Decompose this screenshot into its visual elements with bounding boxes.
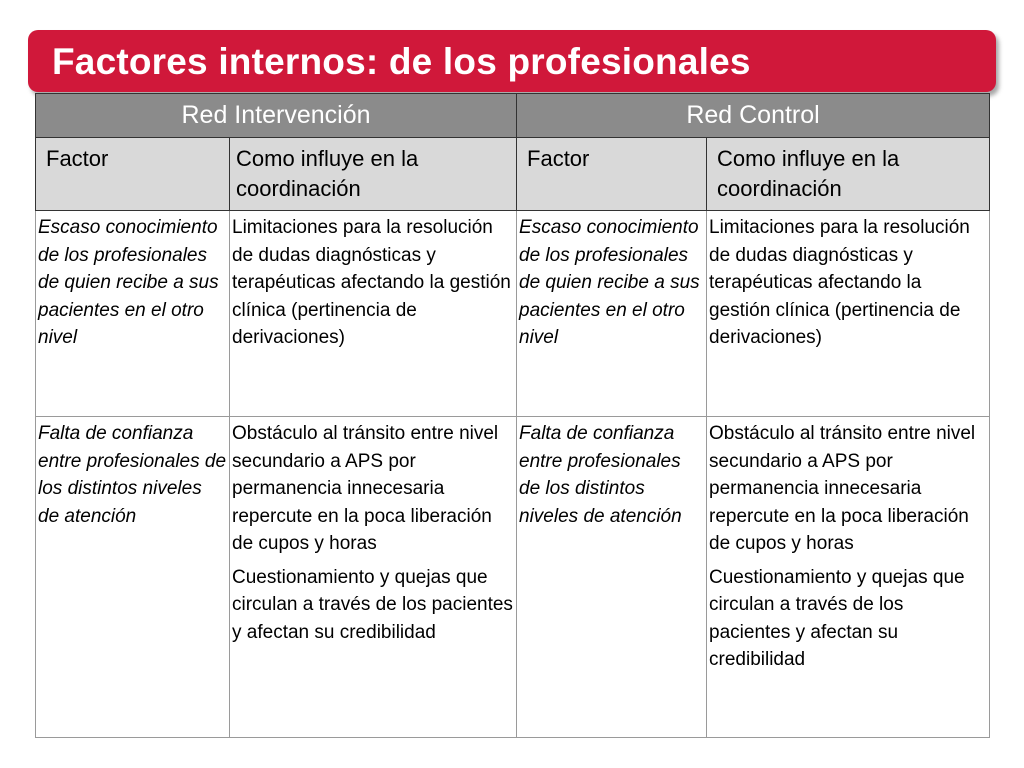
factor-cell: Escaso conocimiento de los profesionales de quien recibe a sus pacientes en el otro nivel: [36, 211, 230, 417]
factor-cell: Falta de confianza entre profesionales de los distintos niveles de atención: [517, 417, 707, 738]
factor-cell: Escaso conocimiento de los profesionales de quien recibe a sus pacientes en el otro nivel: [517, 211, 707, 417]
column-header-row: [36, 138, 990, 211]
factor-cell: Falta de confianza entre profesionales de los distintos niveles de atención: [36, 417, 230, 738]
network-header-row: [36, 94, 990, 138]
table-row: [36, 211, 990, 417]
column-header-factor: Factor: [36, 138, 230, 211]
table-row: [36, 417, 990, 738]
influence-cell: Obstáculo al tránsito entre nivel secundario a APS por permanencia innecesaria repercute en la poca liberación de cupos y horas Cuestionamiento y quejas que circulan a través de los pacientes y afectan su credibilidad: [707, 417, 990, 738]
network-header-control: Red Control: [517, 94, 990, 138]
column-header-influence: Como influye en la coordinación: [707, 138, 990, 211]
slide-title: Factores internos: de los profesionales: [52, 41, 751, 82]
comparison-table: [35, 93, 990, 738]
influence-cell: Limitaciones para la resolución de dudas diagnósticas y terapéuticas afectando la gestión clínica (pertinencia de derivaciones): [707, 211, 990, 417]
network-header-intervencion: Red Intervención: [36, 94, 517, 138]
column-header-influence: Como influye en la coordinación: [230, 138, 517, 211]
column-header-factor: Factor: [517, 138, 707, 211]
influence-cell: Limitaciones para la resolución de dudas diagnósticas y terapéuticas afectando la gestión clínica (pertinencia de derivaciones): [230, 211, 517, 417]
influence-cell: Obstáculo al tránsito entre nivel secundario a APS por permanencia innecesaria repercute en la poca liberación de cupos y horas Cuestionamiento y quejas que circulan a través de los pacientes y afectan su credibilidad: [230, 417, 517, 738]
